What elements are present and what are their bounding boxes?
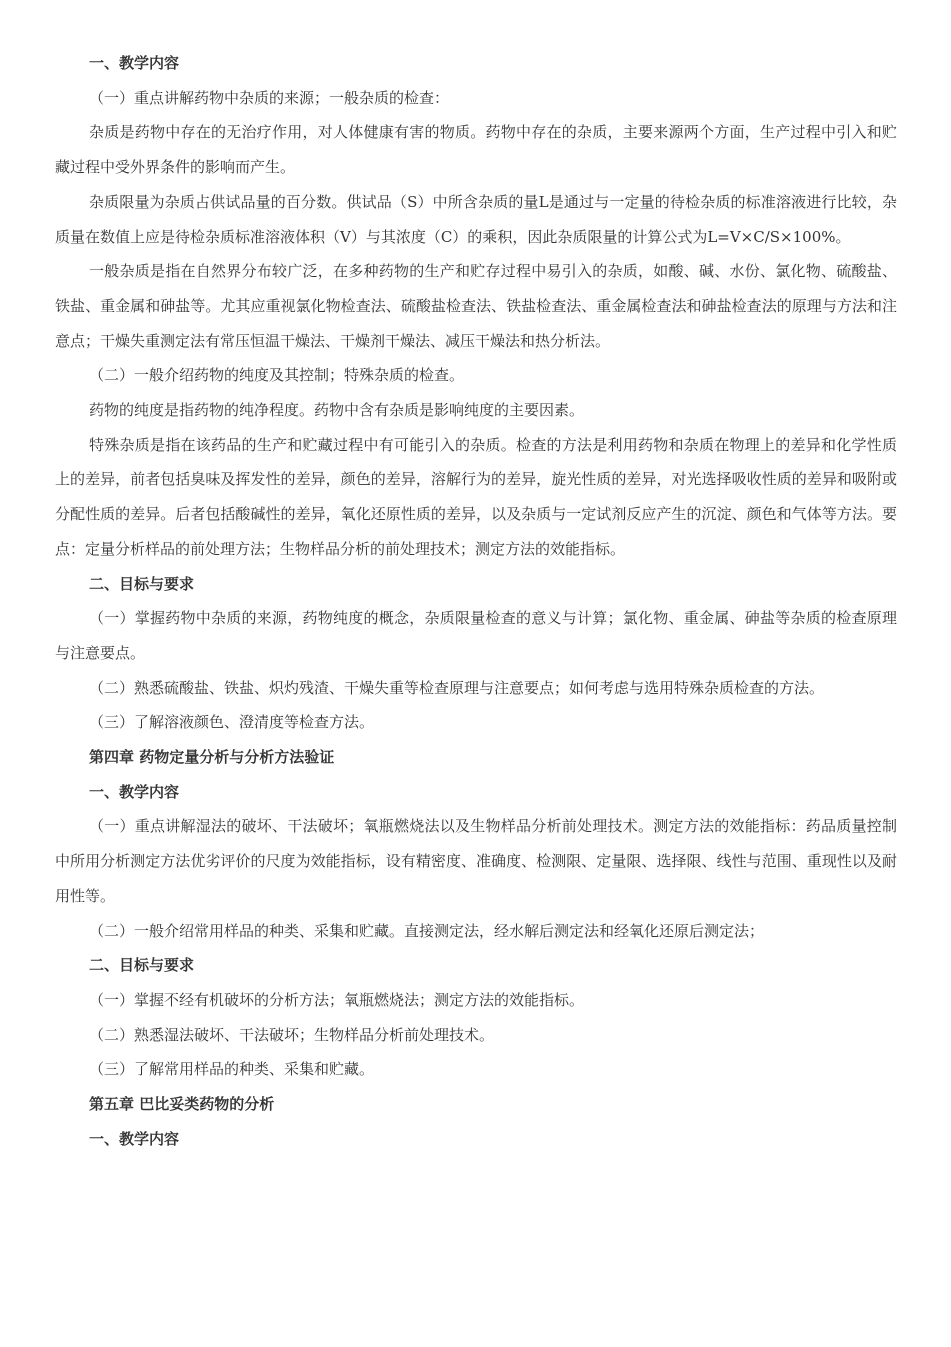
paragraph: （一）重点讲解药物中杂质的来源；一般杂质的检查： <box>89 88 450 107</box>
paragraph: 一般杂质是指在自然界分布较广泛，在多种药物的生产和贮存过程中易引入的杂质，如酸、碱、水份、氯化物、硫酸盐、铁盐、重金属和砷盐等。尤其应重视氯化物检查法、硫酸盐检查法、铁盐检查法、重金属检查法和砷盐检查法的原理与方法和注意点；干燥失重测定法有常压恒温干燥法、干燥剂干燥法、减压干燥法和热分析法。 <box>55 262 897 350</box>
paragraph: 药物的纯度是指药物的纯净程度。药物中含有杂质是影响纯度的主要因素。 <box>89 401 585 420</box>
paragraph: （一）重点讲解湿法的破坏、干法破坏；氧瓶燃烧法以及生物样品分析前处理技术。测定方法的效能指标：药品质量控制中所用分析测定方法优劣评价的尺度为效能指标，设有精密度、准确度、检测限、定量限、选择限、线性与范围、重现性以及耐用性等。 <box>55 817 897 905</box>
paragraph: （二）熟悉湿法破坏、干法破坏；生物样品分析前处理技术。 <box>89 1025 495 1044</box>
paragraph: （三）了解溶液颜色、澄清度等检查方法。 <box>89 713 375 732</box>
paragraph: （一）掌握药物中杂质的来源，药物纯度的概念，杂质限量检查的意义与计算；氯化物、重金属、砷盐等杂质的检查原理与注意要点。 <box>55 609 897 662</box>
paragraph: 杂质是药物中存在的无治疗作用，对人体健康有害的物质。药物中存在的杂质，主要来源两个方面，生产过程中引入和贮藏过程中受外界条件的影响而产生。 <box>55 123 897 177</box>
chapter-heading: 第五章 巴比妥类药物的分析 <box>89 1095 275 1114</box>
section-heading: 一、教学内容 <box>89 54 180 72</box>
paragraph: （二）熟悉硫酸盐、铁盐、炽灼残渣、干燥失重等检查原理与注意要点；如何考虑与选用特殊杂质检查的方法。 <box>89 678 825 697</box>
document-page <box>55 46 897 1157</box>
section-heading: 二、目标与要求 <box>89 574 195 593</box>
chapter-heading: 第四章 药物定量分析与分析方法验证 <box>89 748 335 767</box>
paragraph: （二）一般介绍药物的纯度及其控制；特殊杂质的检查。 <box>89 366 465 385</box>
paragraph: （一）掌握不经有机破坏的分析方法；氧瓶燃烧法；测定方法的效能指标。 <box>89 990 585 1009</box>
section-heading: 一、教学内容 <box>89 782 180 801</box>
section-heading: 二、目标与要求 <box>89 956 195 975</box>
paragraph: 杂质限量为杂质占供试品量的百分数。供试品（S）中所含杂质的量L是通过与一定量的待检杂质的标准溶液进行比较，杂质量在数值上应是待检杂质标准溶液体积（V）与其浓度（C）的乘积，因此杂质限量的计算公式为L=V×C/S×100%。 <box>55 192 897 246</box>
paragraph: （三）了解常用样品的种类、采集和贮藏。 <box>89 1060 375 1079</box>
paragraph: （二）一般介绍常用样品的种类、采集和贮藏。直接测定法，经水解后测定法和经氧化还原后测定法； <box>89 921 765 940</box>
paragraph: 特殊杂质是指在该药品的生产和贮藏过程中有可能引入的杂质。检查的方法是利用药物和杂质在物理上的差异和化学性质上的差异，前者包括臭味及挥发性的差异，颜色的差异，溶解行为的差异，旋光性质的差异，对光选择吸收性质的差异和吸附或分配性质的差异。后者包括酸碱性的差异，氧化还原性质的差异，以及杂质与一定试剂反应产生的沉淀、颜色和气体等方法。要点：定量分析样品的前处理方法；生物样品分析的前处理技术；测定方法的效能指标。 <box>55 435 897 558</box>
section-heading: 一、教学内容 <box>89 1129 180 1148</box>
